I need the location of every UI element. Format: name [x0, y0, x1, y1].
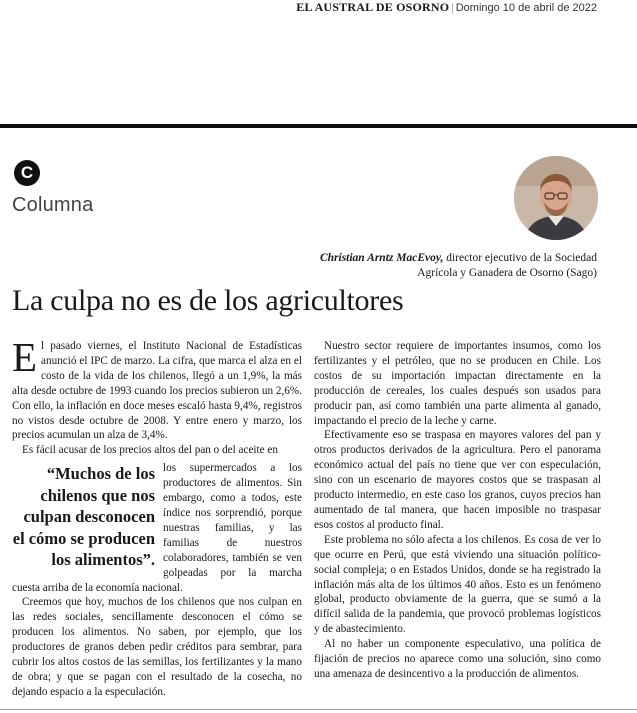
article-headline: La culpa no es de los agricultores [12, 284, 404, 317]
author-photo [514, 156, 598, 240]
paragraph-1-text: l pasado viernes, el Instituto Nacional de Estadísticas anunció el IPC de marzo. La cifra, que marca el alza en el costo de la vida de los chilenos, llegó a un 1,9%, la más alta desde octubre de 1993 cuando los precios subieron un 2,6%. Con ello, la inflación en doce meses escaló hasta 9,4%, registros no vistos desde octubre de 2008. Y entre enero y marzo, los precios acumulan un alza de 3,4%. [12, 340, 302, 442]
section-label: Columna [12, 194, 94, 216]
publication-name: EL AUSTRAL DE OSORNO [296, 0, 450, 14]
page-header [296, 0, 597, 15]
pullquote: “Muchos de los chilenos que nos culpan desconocen el cómo se producen los alimentos”. [12, 464, 155, 570]
paragraph-2-wrap: los supermercados a los productores de alimentos. Sin embargo, como a todos, este índice nos sorprendió, porque nuestras familias, y las familias de nuestros colaboradores, también se ven golpeadas por la marcha cuesta arriba de la economía nacional. [12, 462, 302, 594]
publication-date: Domingo 10 de abril de 2022 [455, 2, 597, 14]
paragraph-4: Nuestro sector requiere de importantes insumos, como los fertilizantes y el petróleo, que no se producen en Chile. Los costos de su importación impactan directamente en la producción de cereales, los cuales después son usados para producir pan, así como también una parte alimenta al ganado, impactando el precio de la leche y carne. [314, 340, 601, 427]
author-name: Christian Arntz MacEvoy, [319, 252, 444, 264]
top-rule [0, 124, 637, 128]
paragraph-1 [12, 334, 302, 443]
article-column-left [12, 334, 302, 700]
paragraph-2-start: Es fácil acusar de los precios altos del pan o del aceite en [22, 444, 278, 457]
author-role: director ejecutivo de la Sociedad Agrícola y Ganadera de Osorno (Sago) [417, 252, 597, 279]
header-separator: | [451, 0, 454, 14]
pullquote-block [12, 461, 302, 595]
paragraph-7: Al no haber un componente especulativo, una política de fijación de precios no aparece como una solución, sino como una amenaza de desincentivo a la producción de alimentos. [314, 638, 601, 680]
byline [297, 251, 597, 281]
bottom-rule [0, 709, 637, 710]
paragraph-5: Efectivamente eso se traspasa en mayores valores del pan y otros productos derivados de la agricultura. Pero el panorama económico actual del país no tiene que ver con especulación, sino con un escenario de mayores costos que se traspasan al producto intermedio, en este caso los granos, cuyos precios han aumentado de tal manera, que hacen imposible no traspasar esos costos al producto final. [314, 429, 601, 531]
paragraph-3: Creemos que hoy, muchos de los chilenos que nos culpan en las redes sociales, sencillamente desconocen el cómo se producen los alimentos. No saben, por ejemplo, que los productores de granos deben pedir créditos para sembrar, para cubrir los altos costos de las semillas, los fertilizantes y la mano de obra; y que se pagan con el resultado de la cosecha, no dejando espacio a la especulación. [12, 596, 302, 698]
article-column-right [314, 339, 601, 682]
drop-cap: E [12, 334, 38, 380]
paragraph-6: Este problema no sólo afecta a los chilenos. Es cosa de ver lo que ocurre en Perú, que está viviendo una situación político-social compleja; o en Estados Unidos, donde se ha registrado la inflación más alta de los últimos 40 años. Esto es un fenómeno global, producto obviamente de la guerra, que se sumó a la difícil salida de la pandemia, que provocó problemas logísticos y de abastecimiento. [314, 533, 601, 636]
author-portrait-icon [514, 156, 598, 240]
column-badge-icon: C [14, 160, 40, 186]
